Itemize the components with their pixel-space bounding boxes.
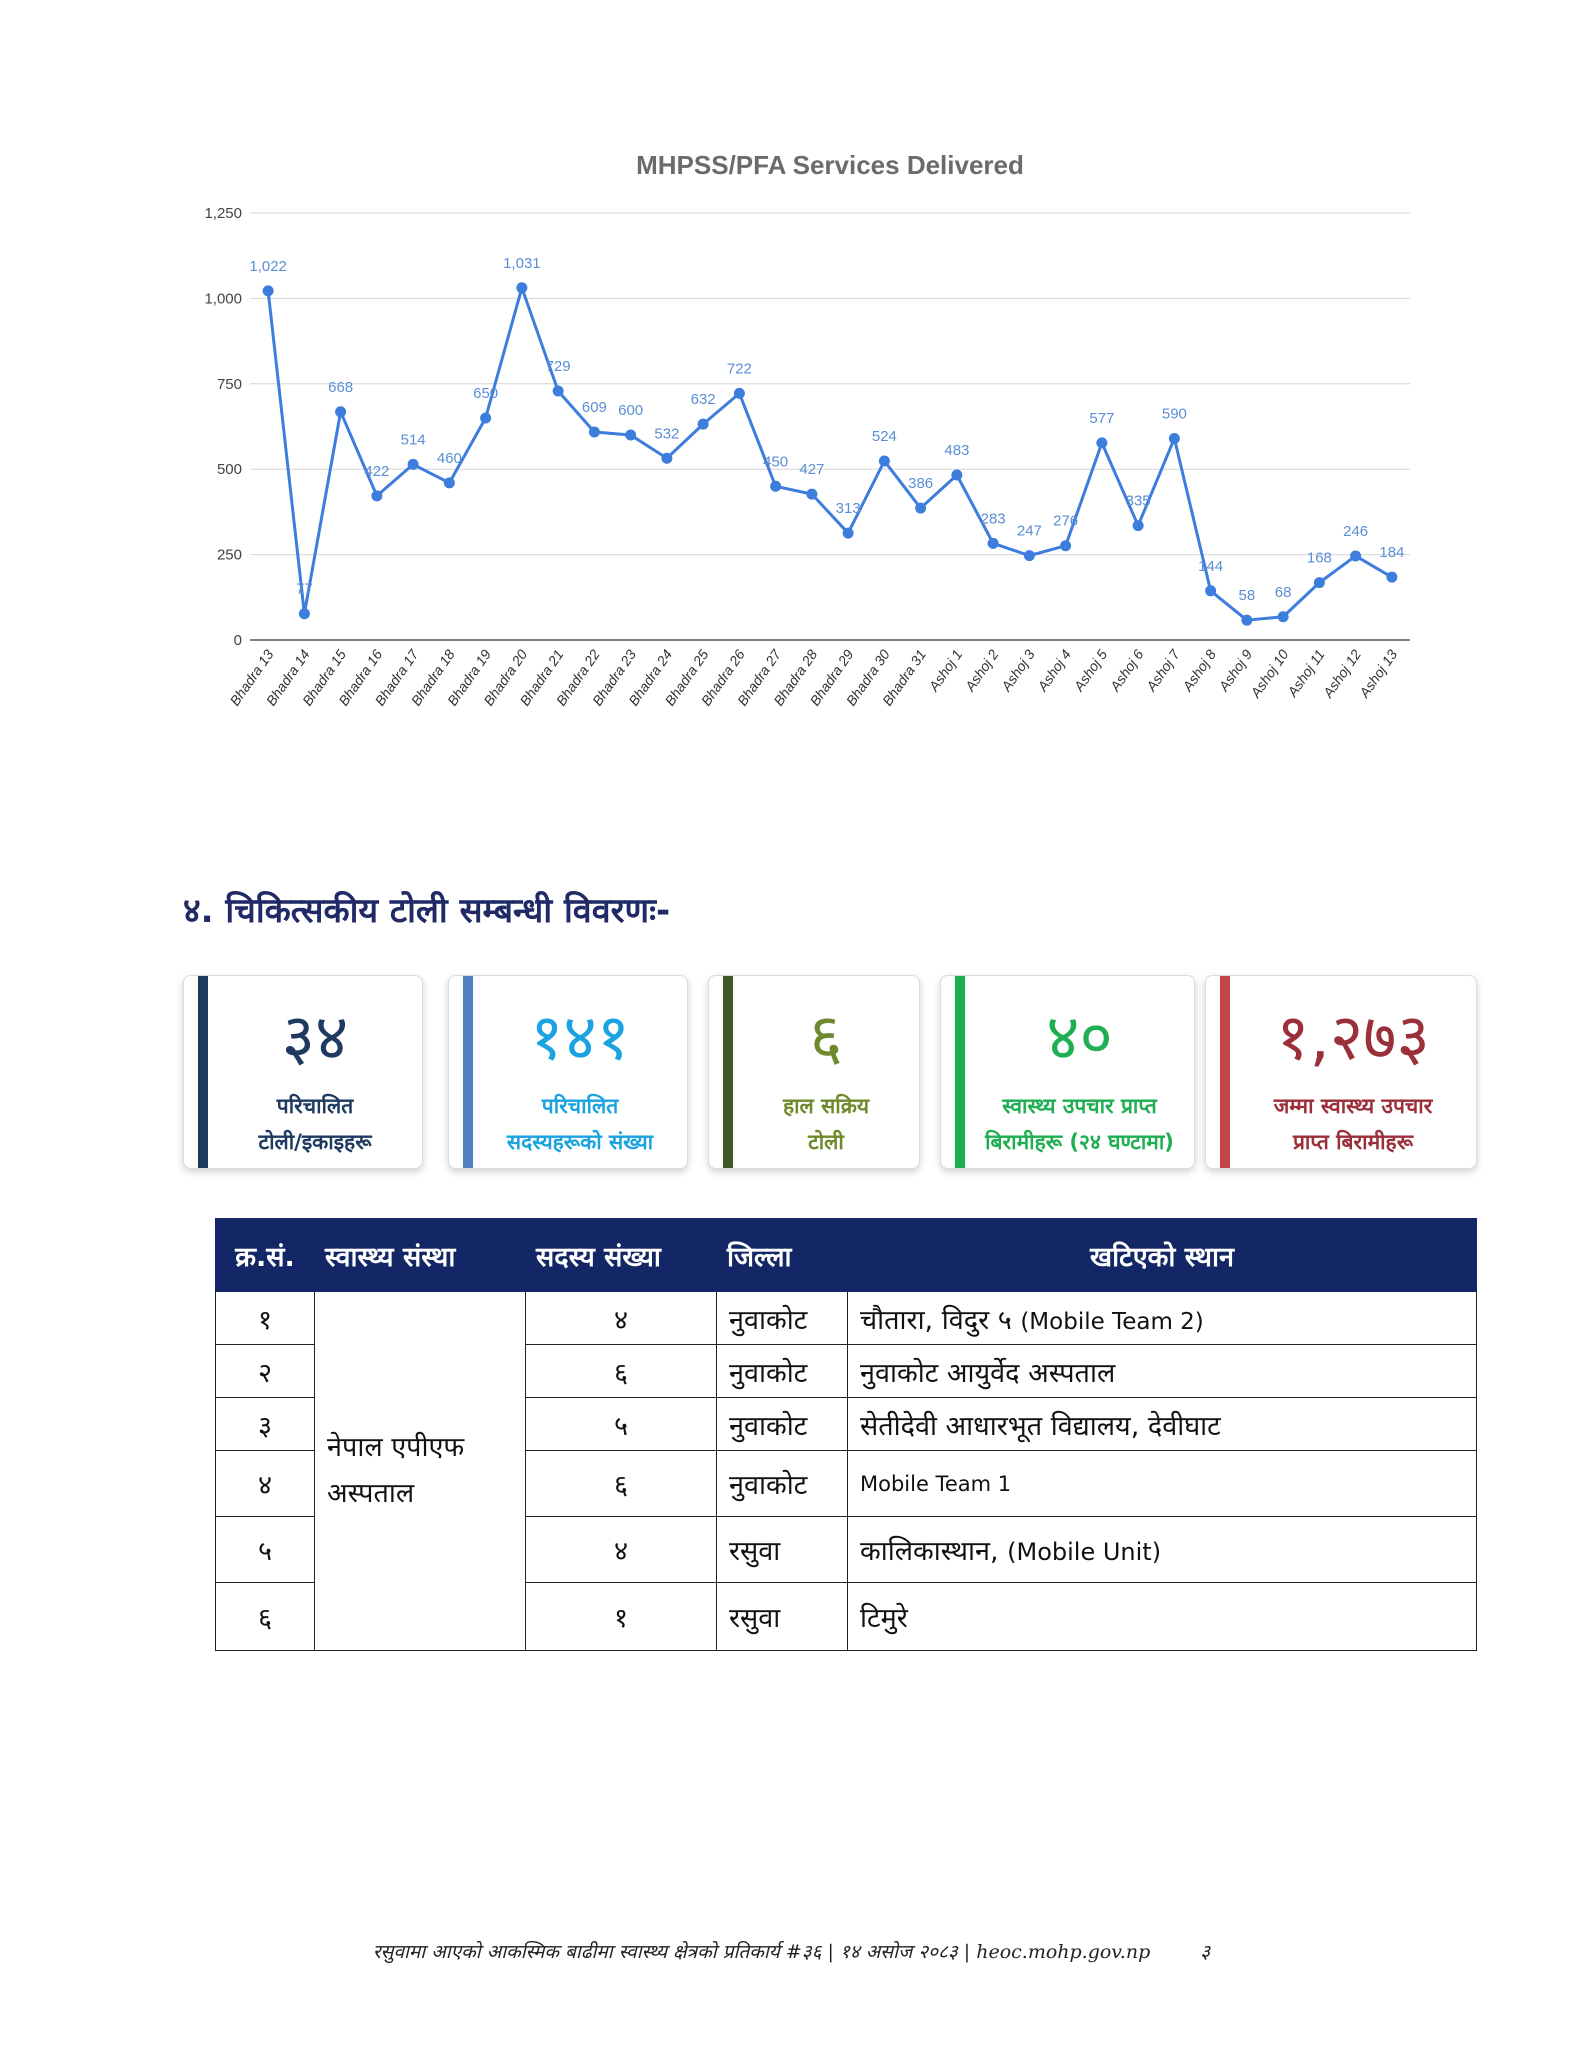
table-header-row [216, 1219, 1477, 1292]
data-label: 514 [400, 431, 426, 449]
cell-sn: ५ [216, 1517, 315, 1583]
x-tick-label: Bhadra 24 [625, 646, 676, 709]
location-extra: (Mobile Team 2) [1020, 1308, 1204, 1335]
data-label: 729 [545, 357, 571, 375]
data-point [1350, 550, 1361, 561]
data-label: 450 [763, 453, 789, 471]
data-point [988, 538, 999, 549]
x-tick-label: Ashoj 8 [1179, 646, 1220, 694]
card-label-line2: सदस्यहरूको संख्या [506, 1130, 654, 1154]
location-text: चौतारा, विदुर ५ [860, 1304, 1012, 1336]
cell-members: ६ [526, 1345, 717, 1398]
cell-district: रसुवा [717, 1517, 848, 1583]
cell-district: नुवाकोट [717, 1345, 848, 1398]
card-label-line2: टोली [808, 1130, 844, 1154]
data-point [1386, 572, 1397, 583]
x-tick-label: Bhadra 14 [262, 646, 313, 709]
data-point [408, 459, 419, 470]
x-tick-label: Ashoj 4 [1034, 646, 1075, 694]
data-label: 427 [799, 461, 825, 479]
data-point [915, 503, 926, 514]
footer-text: रसुवामा आएको आकस्मिक बाढीमा स्वास्थ्य क्षेत्रको प्रतिकार्य #३६ | १४ असोज २०८३ | heoc.mohp.gov.np [372, 1941, 1151, 1963]
card-number: ६ [809, 1001, 843, 1075]
x-tick-label: Bhadra 30 [842, 646, 893, 709]
cell-members: ४ [526, 1292, 717, 1345]
data-point [1133, 520, 1144, 531]
x-tick-label: Bhadra 19 [443, 646, 495, 709]
data-label: 246 [1343, 522, 1369, 540]
data-label: 600 [618, 402, 644, 420]
card-number: ३४ [281, 1001, 349, 1075]
cell-location [848, 1517, 1477, 1583]
x-tick-label: Ashoj 3 [997, 646, 1038, 694]
institution-line1: नेपाल एपीएफ [327, 1432, 465, 1463]
card-label [473, 1088, 687, 1160]
cell-members: ५ [526, 1398, 717, 1451]
cell-sn: ६ [216, 1583, 315, 1651]
data-label: 313 [835, 500, 861, 518]
x-tick-label: Ashoj 6 [1106, 646, 1147, 694]
data-point [516, 282, 527, 293]
data-label: 247 [1016, 522, 1042, 540]
header-members: सदस्य संख्या [526, 1219, 717, 1292]
cell-district: नुवाकोट [717, 1451, 848, 1517]
card-label [733, 1088, 919, 1160]
card-label-line1: जम्मा स्वास्थ्य उपचार [1273, 1094, 1433, 1118]
header-location: खटिएको स्थान [848, 1219, 1477, 1292]
y-tick-label: 1,250 [204, 205, 242, 222]
cell-sn: २ [216, 1345, 315, 1398]
card-accent-bar [955, 976, 965, 1168]
card-label-line1: परिचालित [276, 1094, 354, 1118]
card-label-line1: हाल सक्रिय [782, 1094, 870, 1118]
cell-institution [315, 1292, 526, 1651]
data-point [734, 388, 745, 399]
page-number: ३ [1200, 1941, 1211, 1963]
cell-sn: १ [216, 1292, 315, 1345]
data-point [879, 456, 890, 467]
card-label-line2: प्राप्त बिरामीहरू [1292, 1130, 1414, 1154]
location-extra: (Mobile Unit) [1007, 1538, 1162, 1566]
x-tick-label: Bhadra 26 [697, 646, 748, 709]
chart-title: MHPSS/PFA Services Delivered [636, 150, 1024, 180]
data-point [371, 490, 382, 501]
data-point [480, 412, 491, 423]
data-label: 184 [1379, 544, 1405, 562]
card-label-line1: परिचालित [541, 1094, 619, 1118]
data-point [843, 528, 854, 539]
y-tick-label: 250 [216, 546, 242, 564]
data-point [806, 489, 817, 500]
card-active-teams [708, 975, 920, 1169]
data-label: 276 [1053, 512, 1079, 530]
cell-location [848, 1398, 1477, 1451]
y-tick-label: 750 [216, 375, 242, 393]
data-label: 1,022 [249, 257, 287, 275]
data-label: 335 [1125, 492, 1151, 510]
data-label: 590 [1161, 405, 1187, 423]
x-tick-label: Ashoj 12 [1319, 646, 1365, 701]
card-accent-bar [1220, 976, 1230, 1168]
card-label [1230, 1088, 1476, 1160]
section-title: ४. चिकित्सकीय टोली सम्बन्धी विवरणः- [183, 891, 671, 931]
data-label: 668 [328, 378, 354, 396]
data-point [661, 453, 672, 464]
data-label: 58 [1238, 587, 1256, 605]
x-tick-label: Bhadra 20 [480, 646, 531, 709]
x-tick-label: Ashoj 7 [1142, 646, 1183, 694]
data-point [1314, 577, 1325, 588]
x-tick-label: Ashoj 11 [1284, 646, 1328, 700]
x-tick-label: Bhadra 13 [226, 646, 277, 709]
header-institution: स्वास्थ्य संस्था [315, 1219, 526, 1292]
cell-district: नुवाकोट [717, 1398, 848, 1451]
x-tick-label: Bhadra 15 [298, 646, 350, 709]
data-label: 168 [1306, 549, 1332, 567]
header-district: जिल्ला [717, 1219, 848, 1292]
card-number: ४० [1046, 1001, 1113, 1075]
data-point [1060, 540, 1071, 551]
x-tick-label: Bhadra 29 [806, 646, 857, 709]
data-point [951, 470, 962, 481]
data-label: 283 [980, 510, 1006, 528]
data-label: 68 [1274, 583, 1292, 601]
data-label: 1,031 [503, 254, 541, 272]
location-text: कालिकास्थान, [860, 1536, 999, 1567]
card-accent-bar [463, 976, 473, 1168]
data-label: 722 [726, 360, 752, 378]
cell-members: ६ [526, 1451, 717, 1517]
card-label-line2: टोली/इकाइहरू [258, 1130, 372, 1154]
data-label: 460 [436, 449, 462, 467]
x-tick-label: Bhadra 25 [661, 646, 712, 709]
card-label [208, 1088, 422, 1160]
data-label: 524 [871, 428, 897, 446]
x-tick-label: Bhadra 16 [335, 646, 386, 709]
cell-sn: ४ [216, 1451, 315, 1517]
data-point [1096, 437, 1107, 448]
data-point [1024, 550, 1035, 561]
cell-location [848, 1451, 1477, 1517]
card-label-line1: स्वास्थ्य उपचार प्राप्त [1002, 1094, 1157, 1118]
cell-sn: ३ [216, 1398, 315, 1451]
data-point [1205, 585, 1216, 596]
card-teams [183, 975, 423, 1169]
location-text: सेतीदेवी आधारभूत विद्यालय, देवीघाट [860, 1410, 1221, 1442]
cell-members: ४ [526, 1517, 717, 1583]
data-label: 144 [1198, 557, 1224, 575]
cell-district: रसुवा [717, 1583, 848, 1651]
x-tick-label: Bhadra 23 [588, 646, 640, 709]
mhpss-line-chart [180, 130, 1420, 750]
x-tick-label: Ashoj 5 [1070, 646, 1111, 694]
location-text: Mobile Team 1 [860, 1471, 1012, 1496]
data-point [589, 426, 600, 437]
data-label: 609 [581, 398, 607, 416]
x-tick-label: Ashoj 13 [1355, 646, 1401, 701]
x-tick-label: Ashoj 1 [925, 646, 966, 694]
data-point [698, 419, 709, 430]
x-tick-label: Bhadra 21 [516, 646, 567, 709]
summary-cards [0, 975, 1583, 1175]
data-point [335, 406, 346, 417]
data-point [444, 477, 455, 488]
y-tick-label: 0 [233, 632, 242, 649]
data-point [553, 385, 564, 396]
card-patients-24h [940, 975, 1195, 1169]
card-total-patients [1205, 975, 1477, 1169]
card-accent-bar [198, 976, 208, 1168]
card-label-line2: बिरामीहरू (२४ घण्टामा) [985, 1130, 1174, 1154]
data-label: 386 [908, 475, 934, 493]
cell-district: नुवाकोट [717, 1292, 848, 1345]
card-number: १४१ [530, 1001, 630, 1075]
data-label: 577 [1089, 409, 1115, 427]
y-tick-label: 1,000 [204, 290, 242, 308]
header-sn: क्र.सं. [216, 1219, 315, 1292]
location-text: नुवाकोट आयुर्वेद अस्पताल [860, 1357, 1116, 1389]
x-tick-label: Bhadra 17 [371, 646, 422, 709]
page-footer [0, 1938, 1583, 1964]
y-tick-label: 500 [216, 461, 242, 479]
data-label: 532 [654, 425, 680, 443]
cell-location [848, 1292, 1477, 1345]
cell-location [848, 1345, 1477, 1398]
location-text: टिमुरे [860, 1603, 908, 1634]
x-tick-label: Bhadra 18 [407, 646, 458, 709]
x-tick-label: Bhadra 27 [733, 646, 785, 709]
data-label: 422 [364, 462, 390, 480]
cell-members: १ [526, 1583, 717, 1651]
data-point [1278, 611, 1289, 622]
card-members [448, 975, 688, 1169]
x-tick-label: Ashoj 9 [1215, 646, 1256, 694]
data-point [770, 481, 781, 492]
x-tick-label: Bhadra 22 [552, 646, 603, 709]
card-number: १,२७३ [1276, 1001, 1430, 1075]
institution-line2: अस्पताल [327, 1478, 415, 1509]
table-row [216, 1292, 1477, 1345]
medical-teams-table [215, 1218, 1477, 1651]
x-tick-label: Bhadra 28 [770, 646, 821, 709]
x-tick-label: Ashoj 10 [1247, 646, 1292, 701]
x-tick-label: Bhadra 31 [878, 646, 930, 709]
data-point [299, 608, 310, 619]
card-label [965, 1088, 1194, 1160]
data-label: 632 [690, 391, 716, 409]
cell-location [848, 1583, 1477, 1651]
data-point [625, 430, 636, 441]
data-label: 77 [296, 580, 313, 598]
card-accent-bar [723, 976, 733, 1168]
data-point [1169, 433, 1180, 444]
data-label: 650 [473, 384, 499, 402]
data-point [1241, 615, 1252, 626]
data-point [263, 285, 274, 296]
data-label: 483 [944, 442, 970, 460]
x-tick-label: Ashoj 2 [961, 646, 1002, 694]
